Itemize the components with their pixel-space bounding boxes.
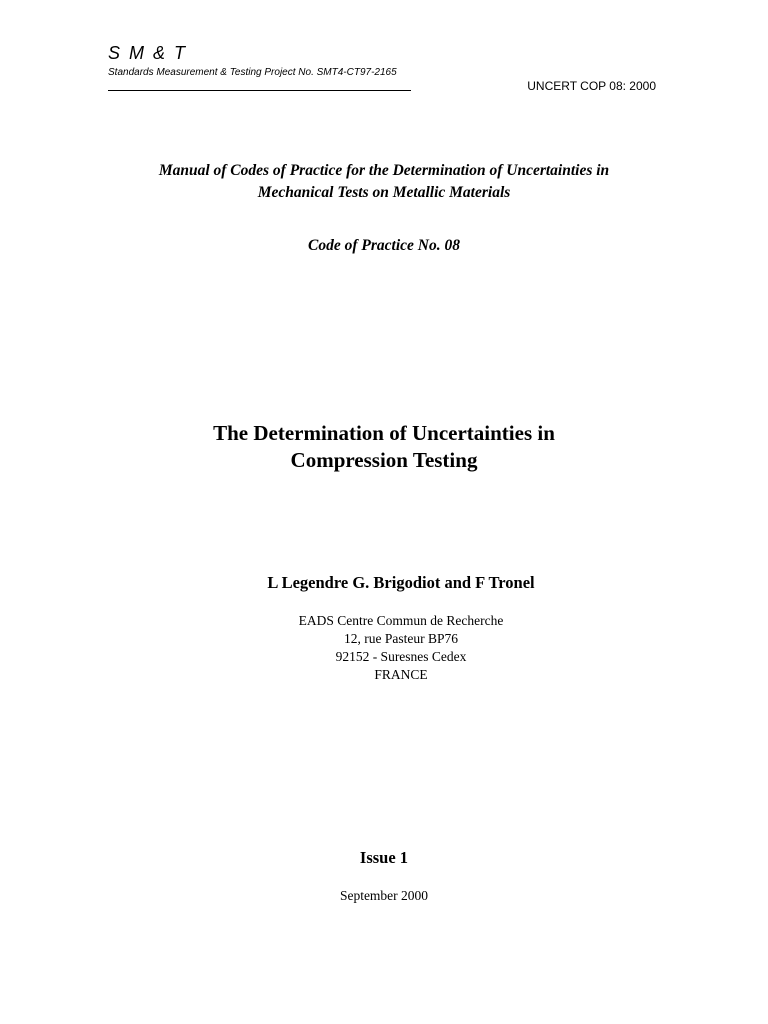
brand-name: S M & T [108, 43, 188, 63]
authors: L Legendre G. Brigodiot and F Tronel [267, 573, 535, 592]
document-reference: UNCERT COP 08: 2000 [527, 79, 656, 93]
document-title [0, 420, 768, 474]
document-title-line-2: Compression Testing [290, 448, 478, 472]
document-title-line-1: The Determination of Uncertainties in [213, 421, 555, 445]
manual-title-line-2: Mechanical Tests on Metallic Materials [257, 184, 511, 201]
issue-number: Issue 1 [359, 848, 409, 867]
address-line-4: FRANCE [374, 667, 428, 682]
manual-title [0, 160, 768, 204]
address-line-1: EADS Centre Commun de Recherche [298, 613, 504, 628]
code-of-practice-number: Code of Practice No. 08 [308, 237, 460, 254]
project-number: Standards Measurement & Testing Project No. SMT4-CT97-2165 [108, 67, 397, 78]
address-line-3: 92152 - Suresnes Cedex [335, 649, 467, 664]
issue-date: September 2000 [339, 888, 429, 903]
address-block [0, 612, 768, 684]
address-line-2: 12, rue Pasteur BP76 [344, 631, 458, 646]
header-rule [108, 90, 411, 91]
manual-title-line-1: Manual of Codes of Practice for the Determination of Uncertainties in [158, 162, 610, 179]
